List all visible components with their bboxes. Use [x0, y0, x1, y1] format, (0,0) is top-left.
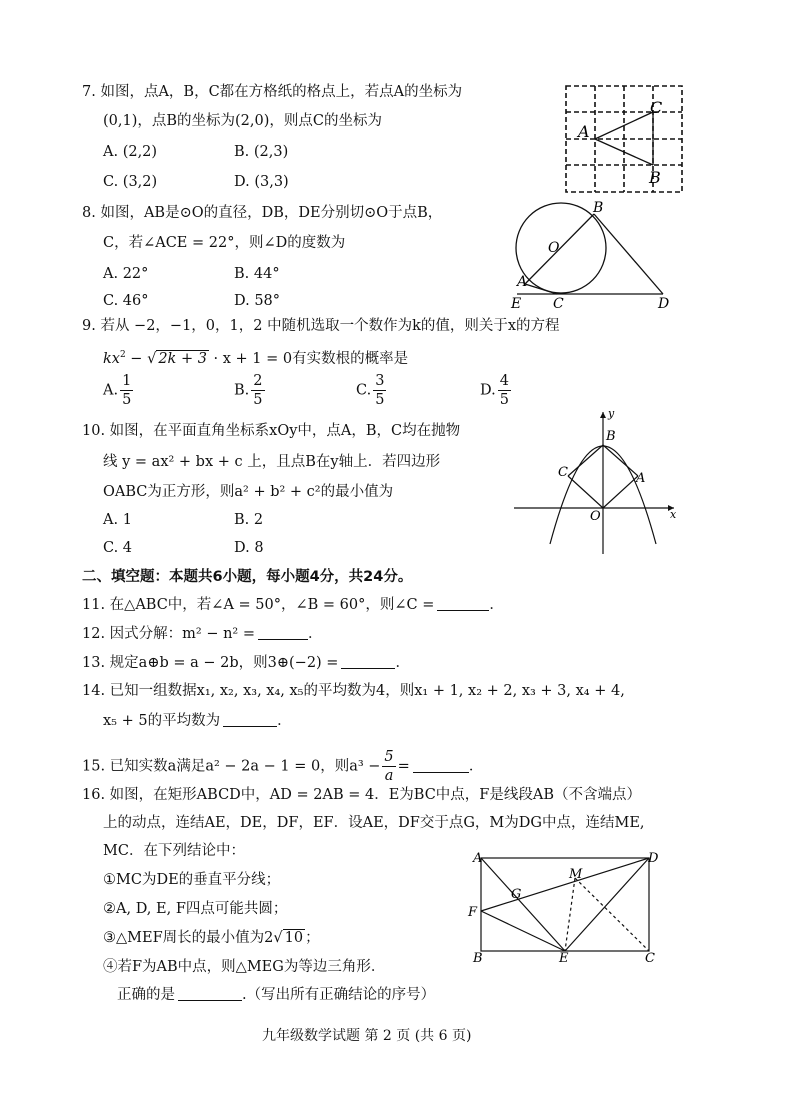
- q8-label-o: O: [548, 240, 560, 256]
- q9-eq-pre: kx: [103, 351, 120, 367]
- q7-option-d: D. (3,3): [234, 174, 289, 190]
- q16-line3: MC．在下列结论中：: [103, 843, 245, 859]
- q16-conclusion-3: ③△MEF周长的最小值为2√ 10 ；: [103, 930, 320, 946]
- q8-stem-line2: C，若∠ACE = 22°，则∠D的度数为: [103, 235, 346, 251]
- q10-option-c: C. 4: [103, 540, 133, 556]
- q9-equation: $kx^2$ − √ 2k + 3 · x + 1 = 0有实数根的概率是: [103, 350, 409, 367]
- q15: 15. 已知实数a满足a² − 2a − 1 = 0，则a³ − $\frac{5}{a}$ = ．: [82, 749, 484, 784]
- q8-label-a: A: [517, 274, 528, 290]
- q14-line1: 14. 已知一组数据x₁, x₂, x₃, x₄, x₅的平均数为4，则x₁ + 1, x₂ + 2, x₃ + 3, x₄ + 4,: [82, 683, 625, 699]
- q15-answer-blank: [413, 758, 469, 773]
- q14-line2: x₅ + 5的平均数为 ．: [103, 713, 292, 729]
- q10-label-x: x: [670, 508, 677, 521]
- page-footer: 九年级数学试题 第 2 页 (共 6 页): [262, 1028, 472, 1044]
- q16-label-m: M: [569, 867, 583, 882]
- section-2-heading: 二、填空题：本题共6小题，每小题4分，共24分。: [82, 569, 413, 585]
- q7-grid-figure: [560, 80, 690, 198]
- q10-label-y: y: [608, 407, 615, 420]
- q8-option-b: B. 44°: [234, 266, 280, 282]
- q10-stem-line3: OABC为正方形，则a² + b² + c²的最小值为: [103, 484, 394, 500]
- q16-rectangle-figure: [465, 848, 665, 966]
- q14-answer-blank: [223, 712, 277, 727]
- q16-label-d: D: [648, 851, 659, 866]
- q10-label-o: O: [590, 509, 601, 524]
- q8-option-d: D. 58°: [234, 293, 281, 309]
- q9-option-a: A. $\frac{1}{5}$: [103, 373, 132, 408]
- q9-stem-line1: 9. 若从 −2，−1，0，1，2 中随机选取一个数作为k的值，则关于x的方程: [82, 318, 560, 334]
- q13-answer-blank: [341, 654, 395, 669]
- q16-answer-blank: [178, 986, 242, 1001]
- q16-label-a: A: [473, 851, 483, 866]
- q8-option-a: A. 22°: [103, 266, 149, 282]
- q8-label-c: C: [553, 296, 564, 312]
- q8-label-d: D: [658, 296, 670, 312]
- q10-option-a: A. 1: [103, 512, 132, 528]
- q12-answer-blank: [258, 625, 308, 640]
- q8-stem-line1: 8. 如图，AB是⊙O的直径，DB，DE分别切⊙O于点B，: [82, 205, 443, 221]
- q7-stem-line1: 7. 如图，点A，B，C都在方格纸的格点上，若点A的坐标为: [82, 84, 463, 100]
- q9-option-d: D. $\frac{4}{5}$: [480, 373, 509, 408]
- q10-stem-line1: 10. 如图，在平面直角坐标系xOy中，点A，B，C均在抛物: [82, 423, 461, 439]
- q9-eq-mid: −: [125, 351, 148, 367]
- q13: 13. 规定a⊕b = a − 2b，则3⊕(−2) = ．: [82, 655, 410, 671]
- q9-option-b: B. $\frac{2}{5}$: [234, 373, 263, 408]
- q8-label-b: B: [593, 200, 604, 216]
- q7-option-b: B. (2,3): [234, 144, 289, 160]
- q16-label-b: B: [473, 951, 483, 966]
- q9-option-c: C. $\frac{3}{5}$: [356, 373, 385, 408]
- q16-label-c: C: [645, 951, 655, 966]
- q10-parabola-figure: [512, 404, 682, 556]
- q16-conclusion-4: ④若F为AB中点，则△MEG为等边三角形．: [103, 959, 386, 975]
- q7-label-c: C: [650, 98, 663, 117]
- q10-label-b: B: [606, 429, 616, 444]
- q9-sqrt-body: 2k + 3: [158, 351, 207, 367]
- q7-option-a: A. (2,2): [103, 144, 158, 160]
- q10-option-d: D. 8: [234, 540, 264, 556]
- q16-label-e: E: [559, 951, 569, 966]
- q16-conclusion-1: ①MC为DE的垂直平分线；: [103, 872, 281, 888]
- q16-line1: 16. 如图，在矩形ABCD中，AD = 2AB = 4．E为BC中点，F是线段AB（不含端点）: [82, 787, 641, 803]
- q16-answer: 正确的是 .（写出所有正确结论的序号）: [117, 987, 436, 1003]
- q8-option-c: C. 46°: [103, 293, 149, 309]
- q11-answer-blank: [437, 596, 489, 611]
- q16-label-f: F: [468, 905, 478, 920]
- q7-label-b: B: [649, 168, 661, 187]
- q10-stem-line2: 线 y = ax² + bx + c 上，且点B在y轴上．若四边形: [103, 454, 441, 470]
- q7-label-a: A: [578, 122, 590, 141]
- q9-eq-post: · x + 1 = 0有实数根的概率是: [208, 351, 409, 367]
- q10-option-b: B. 2: [234, 512, 264, 528]
- q12: 12. 因式分解：m² − n² = ．: [82, 626, 323, 642]
- q10-label-a: A: [636, 471, 646, 486]
- q7-stem-line2: (0,1)，点B的坐标为(2,0)，则点C的坐标为: [103, 113, 382, 129]
- q8-label-e: E: [511, 296, 522, 312]
- q8-circle-figure: [505, 200, 675, 312]
- q16-line2: 上的动点，连结AE，DE，DF，EF．设AE，DF交于点G，M为DG中点，连结ME,: [103, 815, 645, 831]
- q7-option-c: C. (3,2): [103, 174, 158, 190]
- q16-conclusion-2: ②A, D, E, F四点可能共圆；: [103, 901, 288, 917]
- q11: 11. 在△ABC中，若∠A = 50°，∠B = 60°，则∠C = ．: [82, 597, 504, 613]
- q10-label-c: C: [558, 465, 568, 480]
- q16-label-g: G: [511, 887, 522, 902]
